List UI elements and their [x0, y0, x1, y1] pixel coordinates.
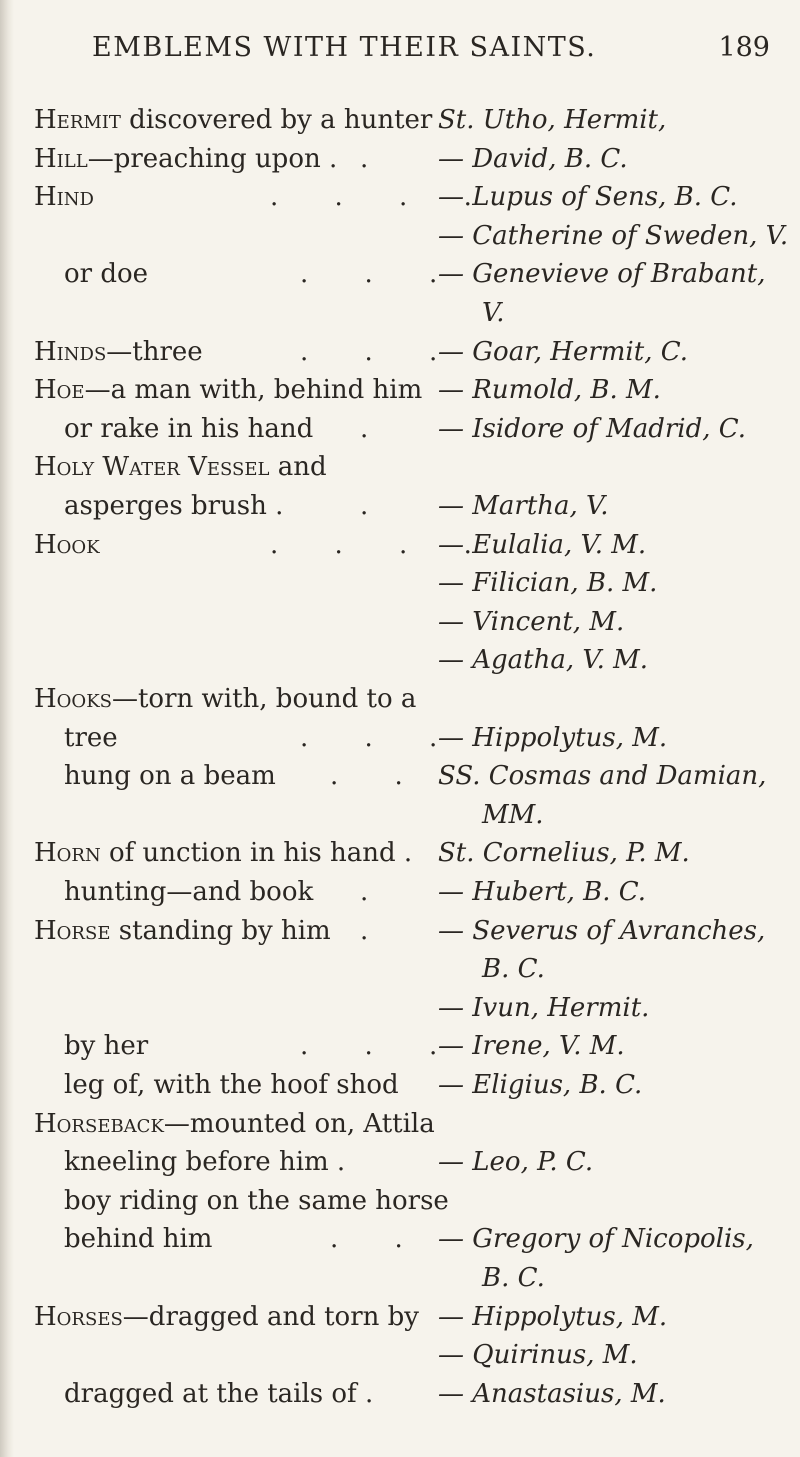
- index-row: [0, 872, 800, 912]
- index-row: [0, 1258, 800, 1298]
- entry-heading-line: [34, 100, 432, 140]
- entry-subline: asperges brush .: [64, 491, 284, 521]
- index-row: [0, 100, 800, 140]
- saint-name: — Rumold, B. M.: [438, 375, 661, 406]
- saint-name: — Goar, Hermit, C.: [438, 336, 688, 367]
- index-row: [0, 1104, 800, 1144]
- index-row: [0, 1181, 800, 1221]
- saint-name-continued: MM.: [482, 799, 544, 830]
- index-row: [0, 409, 800, 449]
- index-row: [0, 718, 800, 758]
- entry-keyword: Horse: [34, 915, 111, 946]
- saint-name: — Gregory of Nicopolis,: [438, 1224, 754, 1255]
- index-row: [0, 563, 800, 603]
- index-row: [0, 1142, 800, 1182]
- entry-heading-line: [34, 525, 100, 565]
- entry-subline: tree: [64, 722, 118, 753]
- leader-dots: .: [360, 143, 393, 174]
- entry-text: discovered by a hunter: [120, 105, 433, 135]
- index-row: [0, 949, 800, 989]
- entry-text: —a man with, behind him: [84, 375, 423, 406]
- leader-dots: .: [360, 915, 393, 946]
- saint-name-continued: V.: [482, 298, 505, 328]
- saint-name: — Lupus of Sens, B. C.: [438, 182, 738, 213]
- saint-name: — Eulalia, V. M.: [438, 529, 647, 560]
- saint-name: — Hippolytus, M.: [438, 1301, 668, 1332]
- entry-heading-line: [34, 332, 203, 372]
- entry-heading-line: [34, 911, 331, 951]
- saint-name: — Anastasius, M.: [438, 1378, 666, 1409]
- running-title: EMBLEMS WITH THEIR SAINTS.: [92, 32, 597, 63]
- entry-keyword: Holy Water Vessel: [34, 452, 270, 483]
- entry-subline: leg of, with the hoof shod: [64, 1070, 399, 1100]
- saint-name: — Martha, V.: [438, 491, 609, 521]
- entry-heading-line: [34, 139, 337, 179]
- page-number: 189: [718, 32, 770, 63]
- entry-heading-line: [34, 370, 422, 410]
- entry-keyword: Hinds: [34, 336, 107, 367]
- index-row: [0, 486, 800, 526]
- entry-keyword: Hermit: [34, 105, 121, 135]
- entry-keyword: Horn: [34, 838, 101, 869]
- leader-dots: . . .: [300, 722, 462, 753]
- saint-name: St. Utho, Hermit,: [438, 105, 667, 135]
- entry-keyword: Horseback: [34, 1108, 164, 1139]
- entry-text: —preaching upon .: [87, 143, 338, 174]
- index-row: [0, 177, 800, 217]
- saint-name: — Hubert, B. C.: [438, 877, 646, 907]
- index-row: [0, 525, 800, 565]
- saint-name: — Vincent, M.: [438, 606, 625, 637]
- entry-text: —mounted on, Attila: [163, 1108, 435, 1139]
- entry-keyword: Hooks: [34, 684, 112, 714]
- entry-subline: hung on a beam: [64, 761, 276, 792]
- saint-name: — Genevieve of Brabant,: [438, 259, 766, 290]
- index-row: [0, 1297, 800, 1337]
- saint-name: — Isidore of Madrid, C.: [438, 413, 747, 444]
- entry-heading-line: [34, 679, 416, 719]
- index-row: [0, 1219, 800, 1259]
- index-row: [0, 640, 800, 680]
- saint-name: SS. Cosmas and Damian,: [438, 761, 767, 792]
- entry-subline: kneeling before him .: [64, 1147, 346, 1178]
- saint-name: — David, B. C.: [438, 143, 628, 174]
- saint-name: — Irene, V. M.: [438, 1031, 625, 1062]
- entry-subline: dragged at the tails of .: [64, 1378, 374, 1409]
- leader-dots: . .: [330, 1224, 427, 1255]
- saint-name: — Severus of Avranches,: [438, 915, 766, 946]
- entry-subline: boy riding on the same horse: [64, 1185, 449, 1216]
- entry-keyword: Horses: [34, 1301, 123, 1332]
- index-row: [0, 332, 800, 372]
- entry-heading-line: [34, 1297, 419, 1337]
- entry-text: of unction in his hand .: [100, 838, 413, 869]
- leader-dots: . . .: [300, 1031, 462, 1062]
- saint-name: — Ivun, Hermit.: [438, 992, 650, 1023]
- entry-keyword: Hind: [34, 182, 94, 213]
- index-row: [0, 602, 800, 642]
- entry-subline: or doe: [64, 259, 149, 290]
- index-row: [0, 293, 800, 333]
- leader-dots: .: [360, 877, 393, 907]
- leader-dots: .: [360, 491, 393, 521]
- entry-heading-line: [34, 177, 94, 217]
- page-header: [0, 32, 800, 72]
- entry-text: standing by him: [110, 915, 331, 946]
- saint-name-continued: B. C.: [482, 1263, 545, 1293]
- saint-name: — Hippolytus, M.: [438, 722, 668, 753]
- saint-name: — Eligius, B. C.: [438, 1070, 643, 1100]
- index-row: [0, 795, 800, 835]
- saint-name: — Catherine of Sweden, V.: [438, 220, 789, 251]
- entry-keyword: Hill: [34, 143, 88, 174]
- saint-name: — Agatha, V. M.: [438, 645, 649, 676]
- entry-subline: by her: [64, 1031, 149, 1062]
- index-row: [0, 988, 800, 1028]
- entry-text: —dragged and torn by: [122, 1301, 419, 1332]
- leader-dots: . . . .: [270, 182, 496, 213]
- entry-keyword: Hook: [34, 529, 100, 560]
- index-row: [0, 679, 800, 719]
- entry-text: —three: [106, 336, 203, 367]
- index-row: [0, 833, 800, 873]
- saint-name: — Leo, P. C.: [438, 1147, 594, 1178]
- leader-dots: .: [360, 413, 393, 444]
- leader-dots: . .: [330, 761, 427, 792]
- entry-heading-line: [34, 833, 412, 873]
- index-row: [0, 447, 800, 487]
- entry-subline: behind him: [64, 1224, 213, 1255]
- entry-text: —torn with, bound to a: [111, 684, 417, 714]
- saint-name: St. Cornelius, P. M.: [438, 838, 690, 869]
- saint-name-continued: B. C.: [482, 954, 545, 985]
- index-row: [0, 216, 800, 256]
- index-row: [0, 1026, 800, 1066]
- index-row: [0, 911, 800, 951]
- leader-dots: . . . .: [270, 529, 496, 560]
- entry-keyword: Hoe: [34, 375, 85, 406]
- entry-heading-line: [34, 447, 327, 487]
- leader-dots: . . .: [300, 259, 462, 290]
- index-row: [0, 756, 800, 796]
- entry-subline: hunting—and book: [64, 877, 314, 907]
- saint-name: — Filician, B. M.: [438, 568, 658, 599]
- index-row: [0, 254, 800, 294]
- entry-subline: or rake in his hand: [64, 413, 314, 444]
- saint-name: — Quirinus, M.: [438, 1340, 638, 1371]
- index-row: [0, 1374, 800, 1414]
- index-row: [0, 1065, 800, 1105]
- index-row: [0, 1335, 800, 1375]
- index-row: [0, 139, 800, 179]
- index-row: [0, 370, 800, 410]
- entry-heading-line: [34, 1104, 435, 1144]
- entry-text: and: [269, 452, 327, 483]
- leader-dots: . . .: [300, 336, 462, 367]
